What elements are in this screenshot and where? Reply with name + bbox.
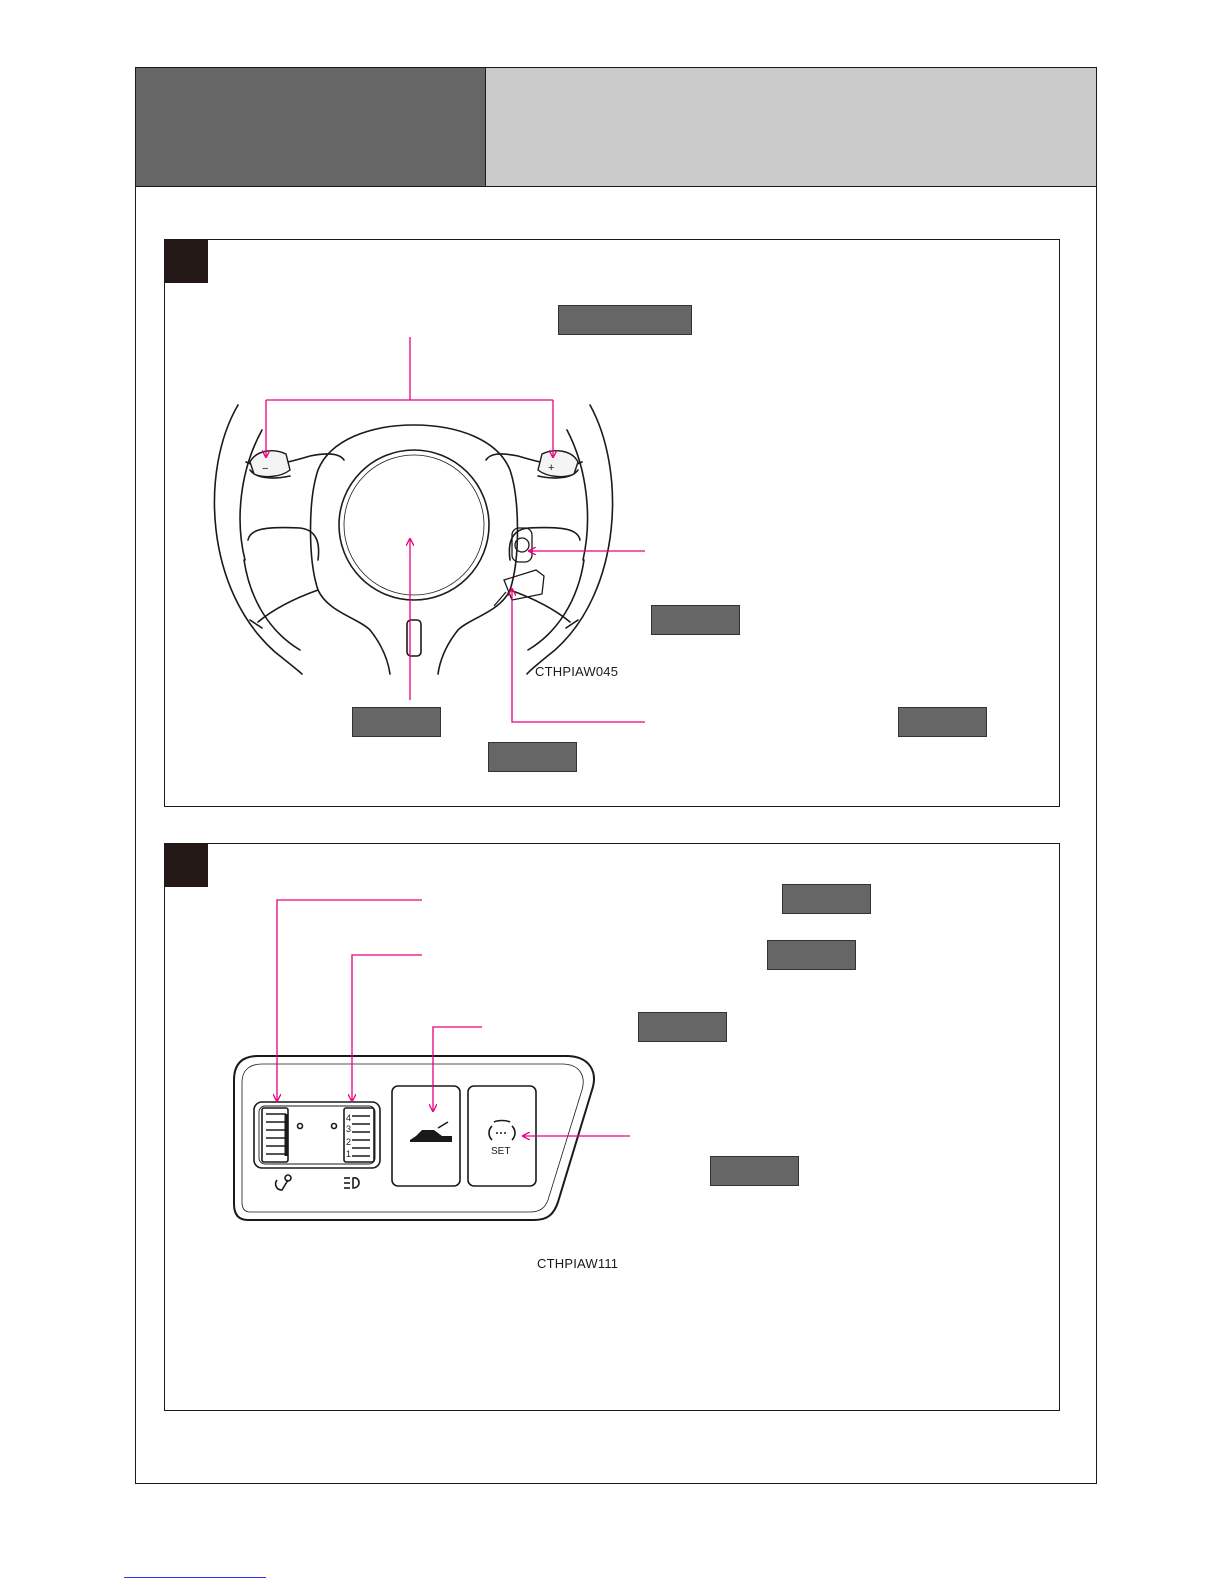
paddle-plus-label: + (548, 462, 555, 474)
paddle-minus-label: − (262, 463, 269, 475)
leveling-scale-1: 1 (346, 1149, 352, 1159)
leveling-scale-4: 4 (346, 1113, 352, 1123)
figure-code-2: CTHPIAW111 (537, 1256, 619, 1271)
tpms-set-label: SET (491, 1146, 511, 1157)
figure-code-1: CTHPIAW045 (535, 664, 619, 679)
leveling-scale-3: 3 (346, 1124, 352, 1134)
footer-link-underline (124, 1577, 266, 1578)
leveling-scale-2: 2 (346, 1137, 352, 1147)
